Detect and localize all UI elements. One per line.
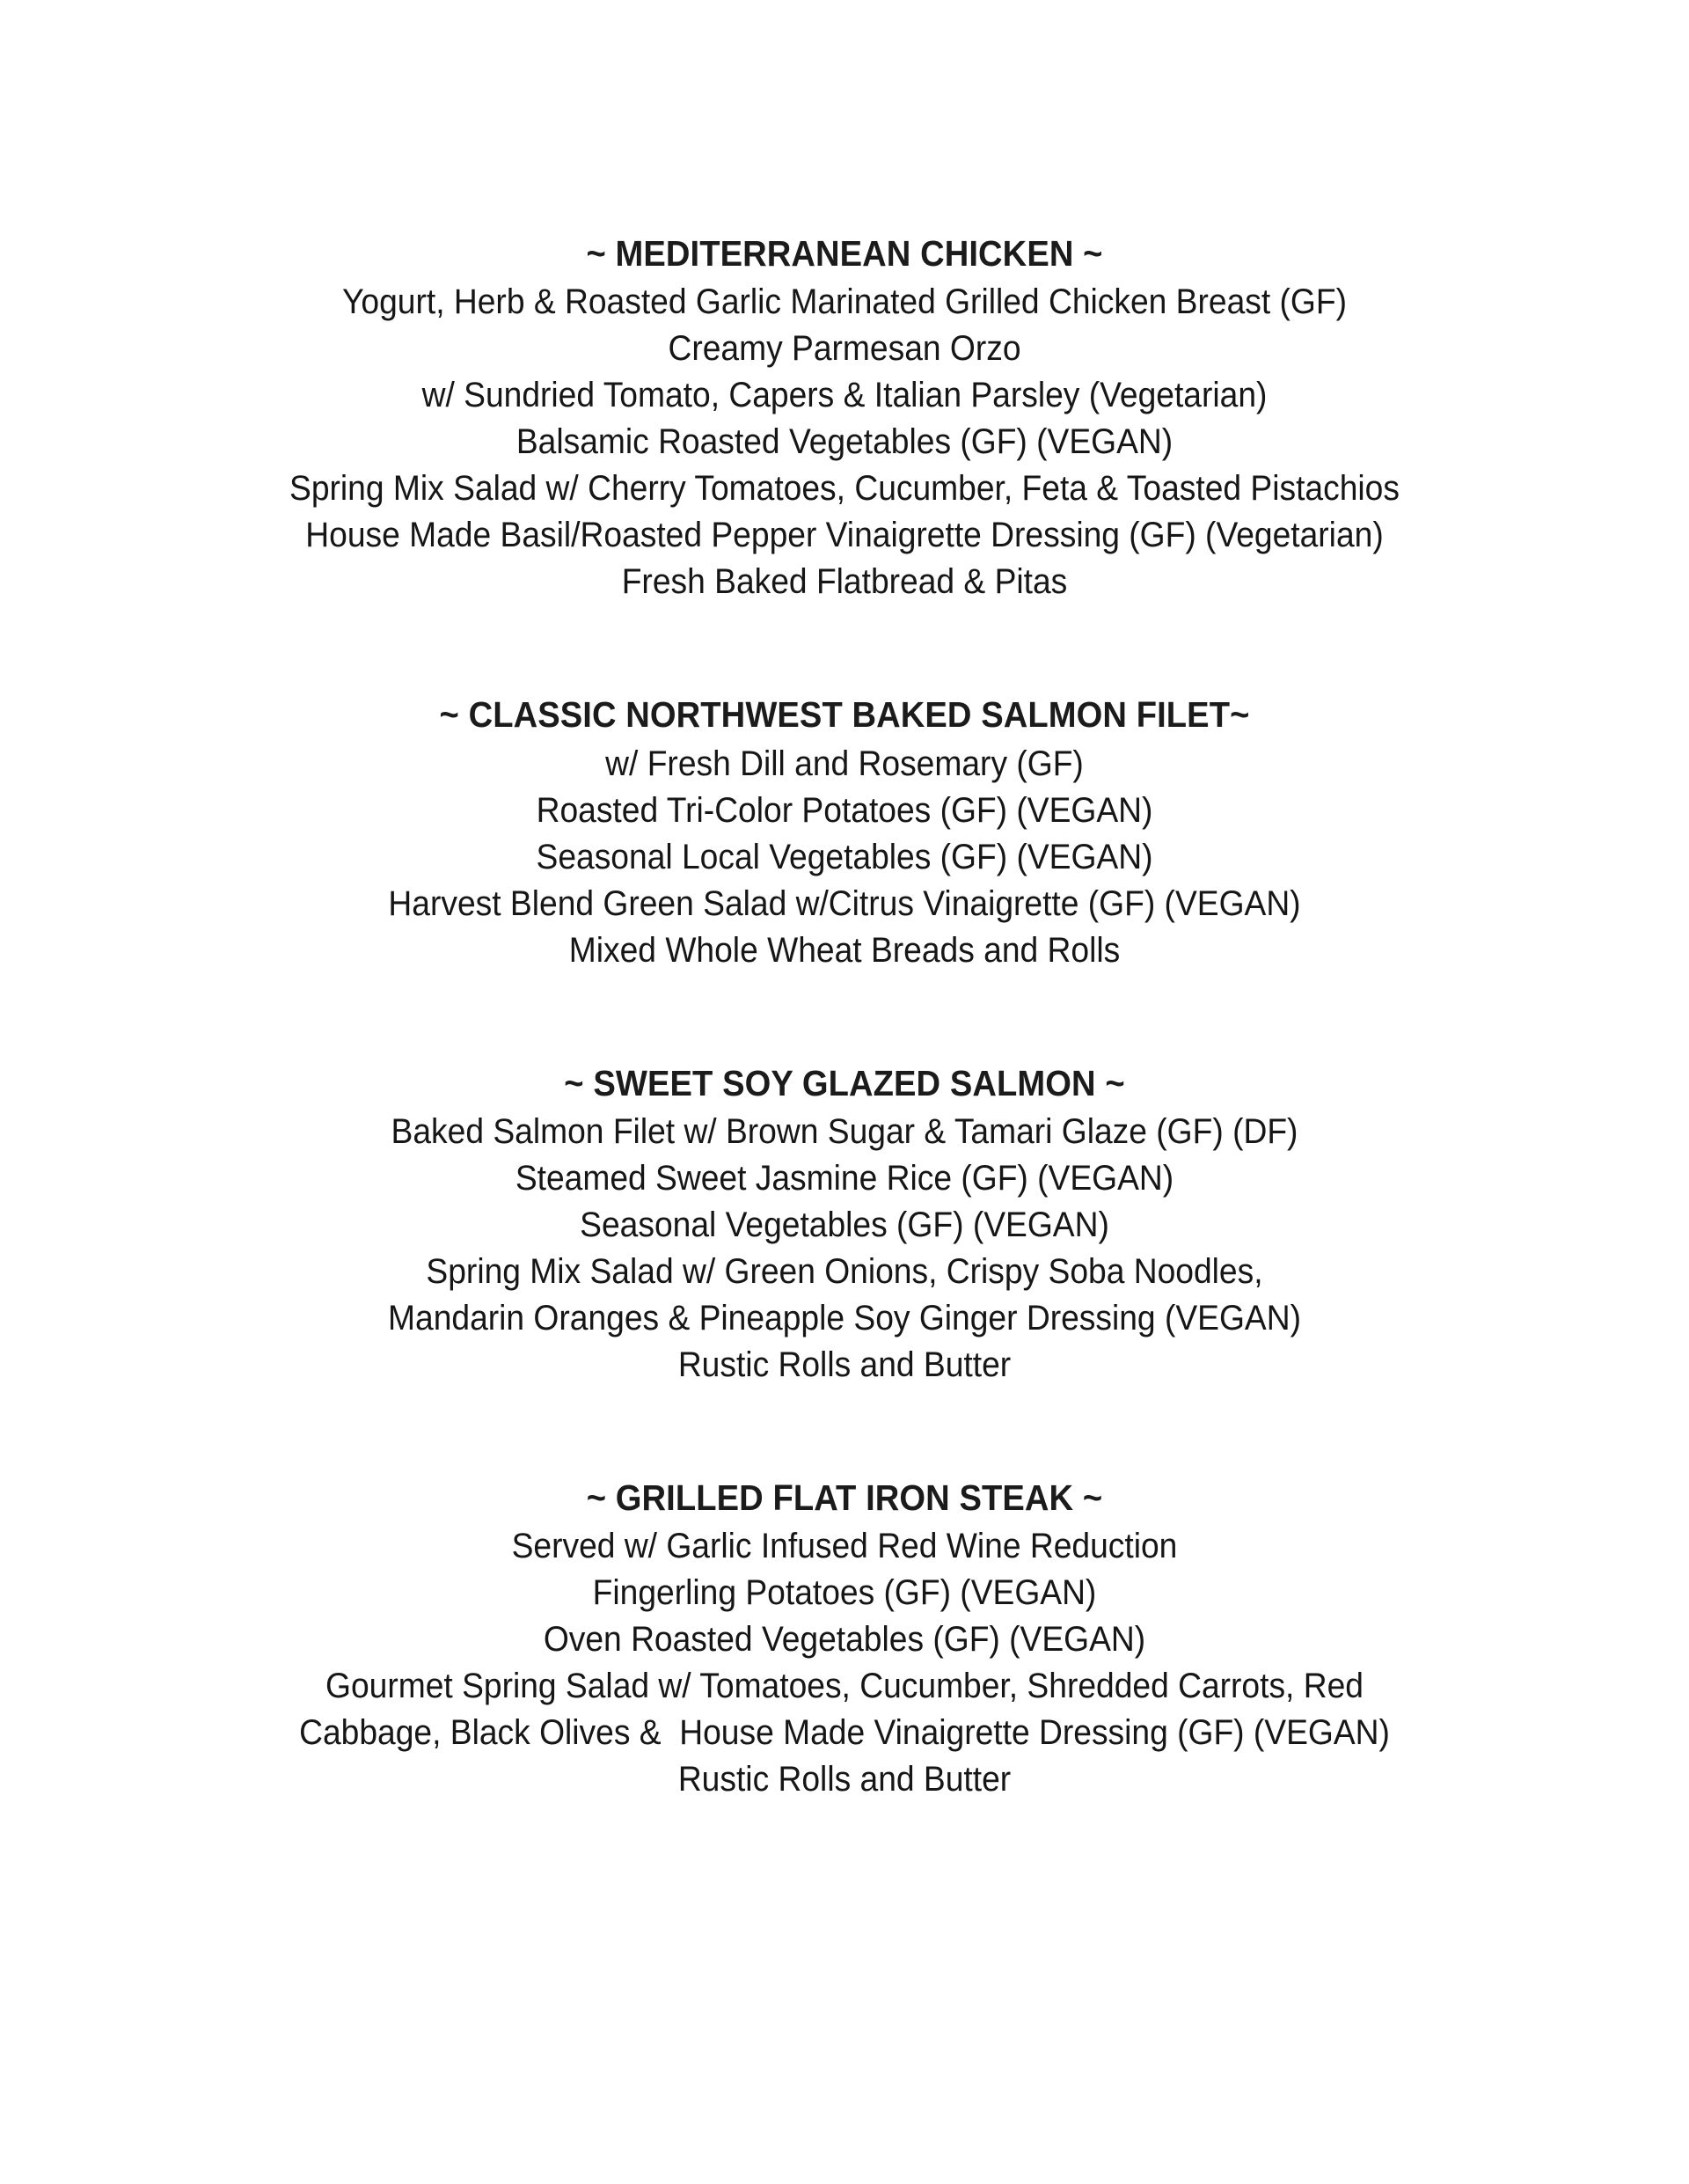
menu-line: House Made Basil/Roasted Pepper Vinaigrette Dressing (GF) (Vegetarian) [305,516,1384,555]
menu-line: Gourmet Spring Salad w/ Tomatoes, Cucumber, Shredded Carrots, Red [325,1667,1364,1706]
menu-section-grilled-flat-iron-steak [229,1475,1460,1803]
menu-line: Steamed Sweet Jasmine Rice (GF) (VEGAN) [515,1158,1174,1198]
menu-line: Rustic Rolls and Butter [677,1345,1012,1384]
menu-line: Fingerling Potatoes (GF) (VEGAN) [592,1573,1097,1613]
menu-line: Mixed Whole Wheat Breads and Rolls [568,930,1121,970]
menu-line: Fresh Baked Flatbread & Pitas [621,562,1068,602]
menu-line: Balsamic Roasted Vegetables (GF) (VEGAN) [515,422,1174,462]
menu-line: Oven Roasted Vegetables (GF) (VEGAN) [543,1620,1146,1660]
menu-section-classic-northwest-baked-salmon-filet [229,692,1460,973]
menu-line: Seasonal Local Vegetables (GF) (VEGAN) [536,837,1153,876]
menu-section-sweet-soy-glazed-salmon [229,1060,1460,1389]
menu-line: Harvest Blend Green Salad w/Citrus Vinaigrette (GF) (VEGAN) [388,883,1301,923]
section-line-list [229,741,1460,974]
section-line-list [229,279,1460,605]
menu-line: Creamy Parmesan Orzo [668,329,1021,369]
section-heading: ~ MEDITERRANEAN CHICKEN ~ [586,233,1103,274]
menu-line: Spring Mix Salad w/ Cherry Tomatoes, Cucumber, Feta & Toasted Pistachios [289,469,1400,509]
menu-line: Rustic Rolls and Butter [677,1760,1012,1799]
menu-line: Spring Mix Salad w/ Green Onions, Crispy Soba Noodles, [426,1251,1263,1291]
section-heading: ~ SWEET SOY GLAZED SALMON ~ [564,1062,1125,1103]
menu-line: Cabbage, Black Olives & House Made Vinaigrette Dressing (GF) (VEGAN) [299,1713,1390,1753]
menu-line: w/ Sundried Tomato, Capers & Italian Parsley (Vegetarian) [421,376,1268,415]
section-heading: ~ CLASSIC NORTHWEST BAKED SALMON FILET~ [439,694,1250,736]
menu-line: Roasted Tri-Color Potatoes (GF) (VEGAN) [536,790,1153,830]
menu-line: Served w/ Garlic Infused Red Wine Reduction [511,1527,1178,1566]
menu-line: Seasonal Vegetables (GF) (VEGAN) [580,1205,1109,1244]
section-line-list [229,1109,1460,1389]
menu-line: Mandarin Oranges & Pineapple Soy Ginger Dressing (VEGAN) [388,1298,1301,1338]
menu-line: Yogurt, Herb & Roasted Garlic Marinated Grilled Chicken Breast (GF) [342,282,1347,322]
section-heading: ~ GRILLED FLAT IRON STEAK ~ [586,1477,1103,1518]
menu-content [229,231,1460,1803]
menu-section-mediterranean-chicken [229,231,1460,605]
menu-line: Baked Salmon Filet w/ Brown Sugar & Tamari Glaze (GF) (DF) [391,1111,1298,1151]
menu-line: w/ Fresh Dill and Rosemary (GF) [605,744,1084,783]
section-line-list [229,1523,1460,1803]
